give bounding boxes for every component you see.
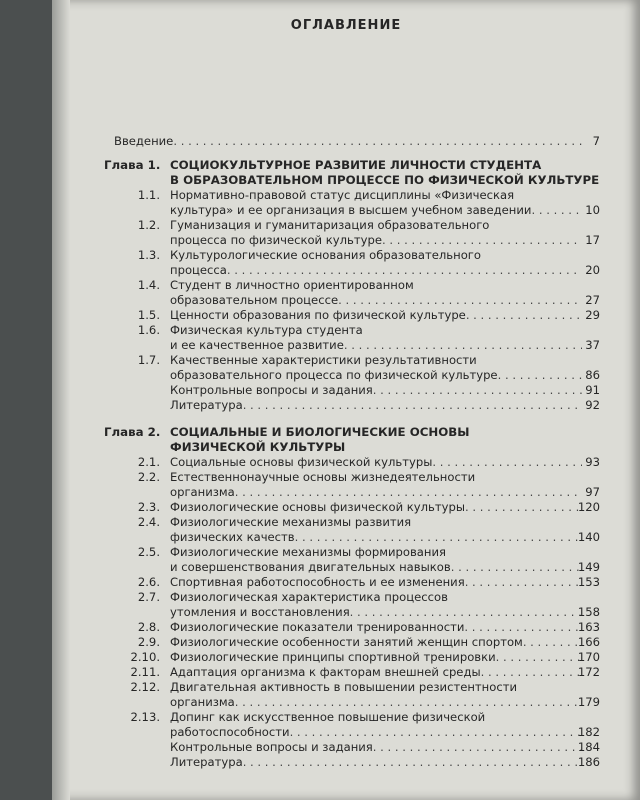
- section-title-line: Культурологические основания образовательного: [170, 248, 481, 262]
- toc-entry: [52, 545, 640, 560]
- page-number: 186: [577, 755, 600, 769]
- page-number: 29: [585, 308, 600, 322]
- section-number: 2.5.: [137, 545, 160, 559]
- chapter-label: Глава 2.: [104, 425, 161, 439]
- section-number: 2.9.: [137, 635, 160, 649]
- page-number: 20: [585, 263, 600, 277]
- page-number: 170: [577, 650, 600, 664]
- toc-entry: [52, 383, 640, 398]
- section-title-line: Нормативно-правовой статус дисциплины «Физическая: [170, 188, 515, 202]
- section-number: 1.2.: [137, 218, 160, 232]
- toc-entry: [52, 263, 640, 278]
- toc-entry: [52, 188, 640, 203]
- section-title-line: работоспособности: [170, 725, 290, 739]
- section-number: 2.1.: [137, 455, 160, 469]
- section-title-line: Адаптация организма к факторам внешней среды: [170, 665, 481, 679]
- toc-intro: [52, 134, 640, 149]
- section-title-line: Физиологическая характеристика процессов: [170, 590, 448, 604]
- section-title-line: Допинг как искусственное повышение физической: [170, 710, 486, 724]
- page-number: 17: [585, 233, 600, 247]
- section-title-line: Физиологические особенности занятий женщин спортом: [170, 635, 523, 649]
- section-title-line: и ее качественное развитие: [170, 338, 344, 352]
- leader-dots: [373, 383, 582, 398]
- leader-dots: [344, 338, 582, 353]
- chapter-title-line: СОЦИАЛЬНЫЕ И БИОЛОГИЧЕСКИЕ ОСНОВЫ: [170, 425, 470, 439]
- toc-entry: [52, 695, 640, 710]
- section-number: 1.4.: [137, 278, 160, 292]
- toc-entry: [52, 248, 640, 263]
- page-number: 93: [585, 455, 600, 469]
- toc-entry: [52, 725, 640, 740]
- toc-entry: [52, 398, 640, 413]
- leader-dots: [243, 755, 582, 770]
- leader-dots: [373, 740, 582, 755]
- page-number: 172: [577, 665, 600, 679]
- section-title-line: Социальные основы физической культуры: [170, 455, 433, 469]
- section-title-line: Гуманизация и гуманитаризация образовательного: [170, 218, 490, 232]
- section-title-line: Контрольные вопросы и задания: [170, 383, 373, 397]
- toc-entry: [52, 560, 640, 575]
- section-number: 2.12.: [130, 680, 160, 694]
- section-number: 2.8.: [137, 620, 160, 634]
- page-number: 179: [577, 695, 600, 709]
- toc-entry: [52, 500, 640, 515]
- leader-dots: [243, 398, 582, 413]
- page-number: 27: [585, 293, 600, 307]
- toc-entry: [52, 740, 640, 755]
- page-number: 10: [585, 203, 600, 217]
- section-number: 2.3.: [137, 500, 160, 514]
- section-title-line: Спортивная работоспособность и ее изменения: [170, 575, 465, 589]
- leader-dots: [295, 530, 582, 545]
- leader-dots: [235, 695, 582, 710]
- toc-entry: [52, 323, 640, 338]
- toc-entry: [52, 665, 640, 680]
- page-number: 184: [577, 740, 600, 754]
- section-title-line: Качественные характеристики результативности: [170, 353, 477, 367]
- toc-entry: [52, 278, 640, 293]
- toc-entry: [52, 710, 640, 725]
- toc-entry: [52, 515, 640, 530]
- toc-entry: [52, 455, 640, 470]
- chapter-title-line: ФИЗИЧЕСКОЙ КУЛЬТУРЫ: [170, 440, 346, 454]
- section-title-line: Физиологические показатели тренированности: [170, 620, 465, 634]
- leader-dots: [350, 605, 582, 620]
- page-title: ОГЛАВЛЕНИЕ: [290, 18, 402, 33]
- toc-entry: [52, 650, 640, 665]
- toc-entry: [52, 293, 640, 308]
- page-number: 158: [577, 605, 600, 619]
- section-number: 1.5.: [137, 308, 160, 322]
- toc-entry: [52, 368, 640, 383]
- leader-dots: [382, 233, 582, 248]
- chapter-heading: [52, 440, 640, 455]
- section-number: 2.6.: [137, 575, 160, 589]
- leader-dots: [290, 725, 582, 740]
- page-number: 153: [577, 575, 600, 589]
- section-title-line: Ценности образования по физической культуре: [170, 308, 466, 322]
- section-title-line: Физиологические механизмы развития: [170, 515, 412, 529]
- toc-entry: [52, 308, 640, 323]
- section-title-line: процесса: [170, 263, 227, 277]
- section-title-line: и совершенствования двигательных навыков: [170, 560, 451, 574]
- section-title-line: процесса по физической культуре: [170, 233, 382, 247]
- section-title-line: Физическая культура студента: [170, 323, 363, 337]
- toc-entry: [52, 755, 640, 770]
- toc-entry: [52, 203, 640, 218]
- page-number: 182: [577, 725, 600, 739]
- page-number: 91: [585, 383, 600, 397]
- toc-intro-label: Введение: [114, 134, 174, 148]
- page-number: 149: [577, 560, 600, 574]
- chapter-label: Глава 1.: [104, 158, 161, 172]
- section-title-line: Физиологические принципы спортивной тренировки: [170, 650, 496, 664]
- page-number: 37: [585, 338, 600, 352]
- section-number: 1.1.: [137, 188, 160, 202]
- page-number: 92: [585, 398, 600, 412]
- page-number: 140: [577, 530, 600, 544]
- chapter-title-line: В ОБРАЗОВАТЕЛЬНОМ ПРОЦЕССЕ ПО ФИЗИЧЕСКОЙ КУЛЬТУРЕ: [170, 173, 600, 187]
- section-title-line: Физиологические основы физической культуры: [170, 500, 466, 514]
- section-title-line: образовательном процессе: [170, 293, 339, 307]
- leader-dots: [227, 263, 582, 278]
- section-title-line: Литература: [170, 398, 243, 412]
- section-title-line: Естественнонаучные основы жизнедеятельности: [170, 470, 476, 484]
- section-number: 2.2.: [137, 470, 160, 484]
- toc-entry: [52, 218, 640, 233]
- chapter-heading: [52, 425, 640, 440]
- section-title-line: образовательного процесса по физической культуре: [170, 368, 498, 382]
- toc-intro-page: 7: [592, 134, 600, 148]
- section-number: 1.6.: [137, 323, 160, 337]
- section-title-line: организма: [170, 485, 235, 499]
- page-number: 86: [585, 368, 600, 382]
- leader-dots: [235, 485, 582, 500]
- chapter-heading: [52, 173, 640, 188]
- page-number: 120: [577, 500, 600, 514]
- book-page: [52, 0, 640, 800]
- section-number: 1.3.: [137, 248, 160, 262]
- section-title-line: утомления и восстановления: [170, 605, 350, 619]
- section-number: 2.4.: [137, 515, 160, 529]
- section-number: 2.7.: [137, 590, 160, 604]
- toc-entry: [52, 590, 640, 605]
- section-title-line: Литература: [170, 755, 243, 769]
- toc-entry: [52, 605, 640, 620]
- section-title-line: Физиологические механизмы формирования: [170, 545, 446, 559]
- toc-entry: [52, 233, 640, 248]
- toc-entry: [52, 485, 640, 500]
- section-number: 2.11.: [130, 665, 160, 679]
- page-number: 163: [577, 620, 600, 634]
- leader-dots: [173, 134, 582, 149]
- section-number: 2.10.: [130, 650, 160, 664]
- toc-entry: [52, 353, 640, 368]
- leader-dots: [338, 293, 582, 308]
- section-title-line: организма: [170, 695, 235, 709]
- table-of-contents: [52, 134, 640, 770]
- section-number: 2.13.: [130, 710, 160, 724]
- toc-entry: [52, 338, 640, 353]
- toc-entry: [52, 470, 640, 485]
- section-title-line: Студент в личностно ориентированном: [170, 278, 414, 292]
- section-title-line: Контрольные вопросы и задания: [170, 740, 373, 754]
- chapter-heading: [52, 158, 640, 173]
- toc-entry: [52, 575, 640, 590]
- toc-entry: [52, 680, 640, 695]
- chapter-title-line: СОЦИОКУЛЬТУРНОЕ РАЗВИТИЕ ЛИЧНОСТИ СТУДЕНТА: [170, 158, 542, 172]
- section-number: 1.7.: [137, 353, 160, 367]
- section-title-line: Двигательная активность в повышении резистентности: [170, 680, 518, 694]
- toc-entry: [52, 620, 640, 635]
- page-number: 166: [577, 635, 600, 649]
- page-number: 97: [585, 485, 600, 499]
- toc-entry: [52, 530, 640, 545]
- toc-entry: [52, 635, 640, 650]
- section-title-line: культура» и ее организация в высшем учебном заведении: [170, 203, 532, 217]
- section-title-line: физических качеств: [170, 530, 295, 544]
